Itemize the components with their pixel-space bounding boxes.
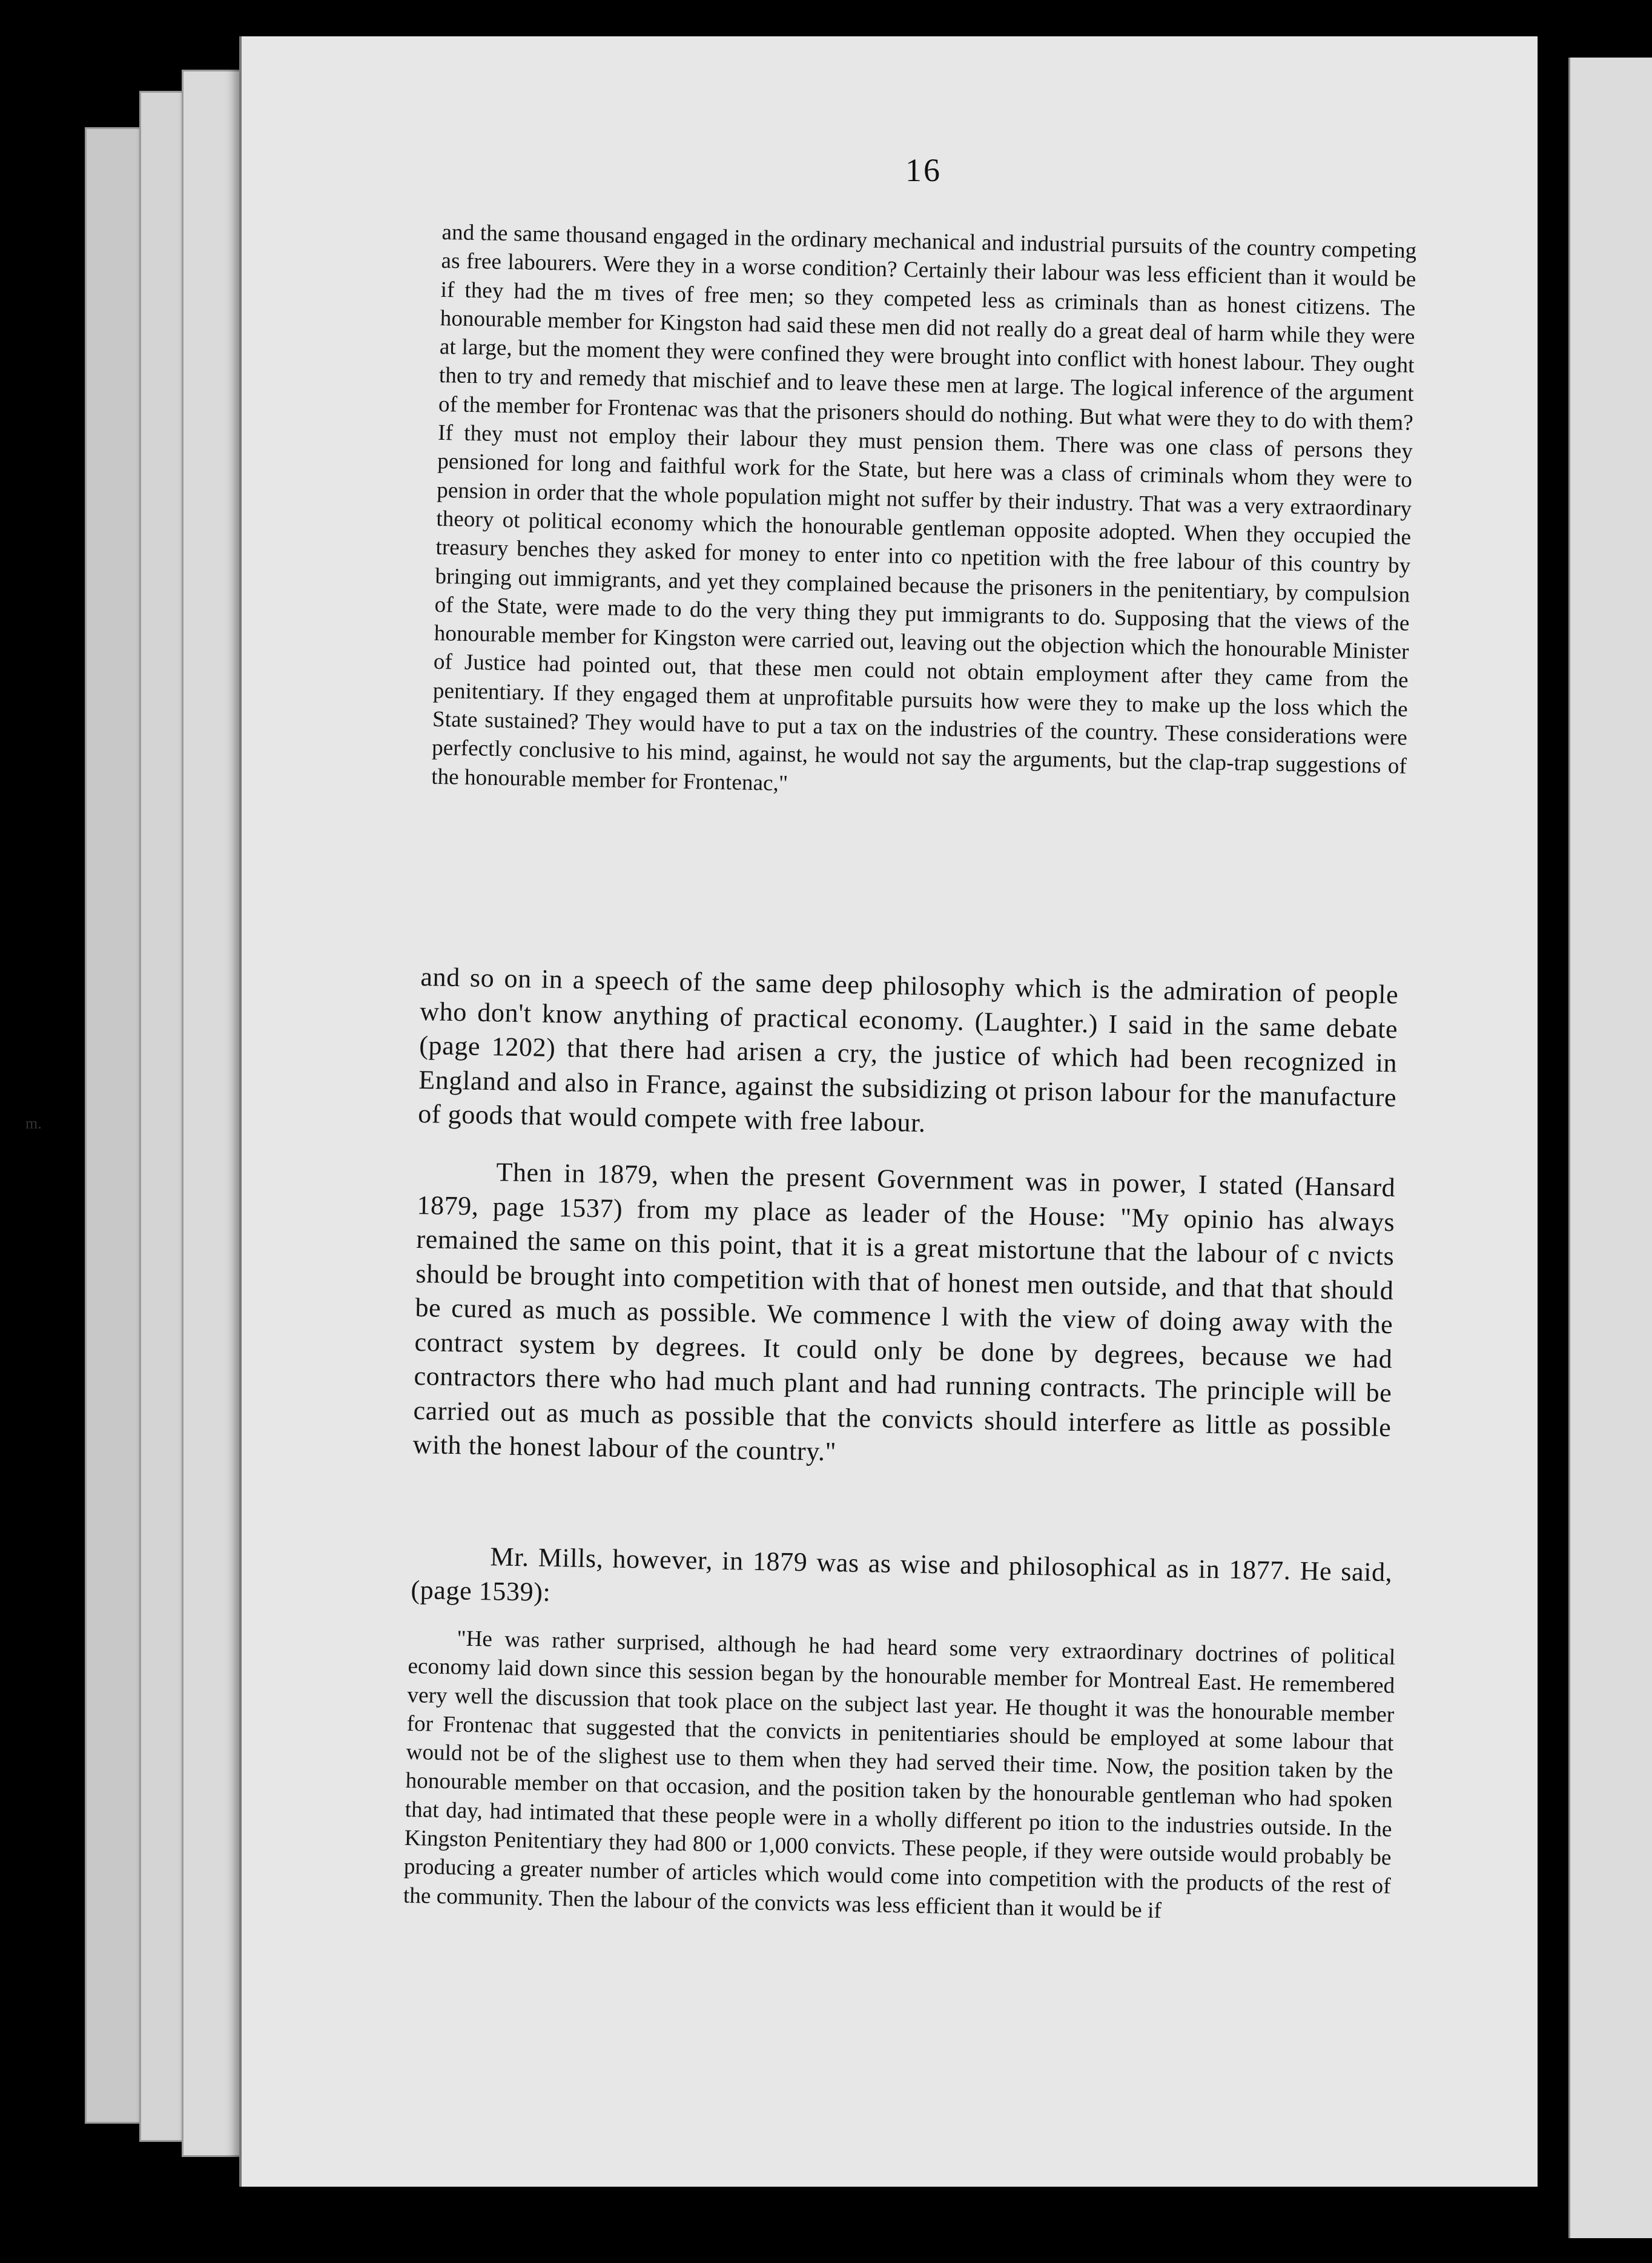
body-paragraph [418, 960, 1399, 1149]
body-text: and so on in a speech of the same deep philosophy which is the admiration of people who don't know anything of practical economy. (Laughter.) I said in the same debate (page 1202) that there had arisen a cry, the justice of which had been recognized in England and also in France, against the subsidizing ot prison labour for the manufacture of goods that would compete with free labour. [417, 961, 1399, 1138]
body-text: Mr. Mills, however, in 1879 was as wise and philosophical as in 1877. He said, (page 1539): [411, 1542, 1393, 1607]
quote-paragraph: "He was rather surprised, although he had heard some very extraordinary doctrines of political economy laid down since this session began by the honourable member for Montreal East. He remembered very well the discussion that took place on the subject last year. He thought it was the honourable member for Frontenac that suggested that the convicts in penitentiaries should be employed at some labour that would not be of the slighest use to them when they had served their time. Now, the position taken by the honourable member on that occasion, and the position taken by the honourable gentleman who had spoken that day, had intimated that these people were in a wholly different po ition to the industries outside. In the Kingston Penitentiary they had 800 or 1,000 convicts. These people, if they were outside would probably be producing a greater number of articles which would come into competition with the products of the rest of the community. Then the labour of the convicts was less efficient than it would be if [403, 1626, 1396, 1923]
body-paragraph [412, 1154, 1396, 1479]
facing-page-edge [1568, 58, 1652, 2238]
quoted-speech-block [403, 1623, 1396, 1930]
margin-mark: m. [25, 1115, 42, 1132]
quote-paragraph: and the same thousand engaged in the ordinary mechanical and industrial pursuits of the country competing as free labourers. Were they in a worse condition? Certainly their labour was less efficient than it would be if they had the m tives of free men; so they competed less as criminals than as honest citizens. The honourable member for Kingston had said these men did not really do a great deal of harm while they were at large, but the moment they were confined they were brought into conflict with honest labour. They ought then to try and remedy that mischief and to leave these men at large. The logical inference of the argument of the member for Frontenac was that the prisoners should do nothing. But what were they to do with them? If they must not employ their labour they must pension them. There was one class of persons they pensioned for long and faithful work for the State, but here was a class of criminals whom they were to pension in order that the whole population might not suffer by their industry. That was a very extraordinary theory ot political economy which the honourable gentleman opposite adopted. When they occupied the treasury benches they asked for money to enter into co npetition with the free labour of this country by bringing out immigrants, and yet they complained because the prisoners in the penitentiary, by compulsion of the State, were made to do the very thing they put immigrants to do. Supposing that the views of the honourable member for Kingston were carried out, leaving out the objection which the honourable Minister of Justice had pointed out, that these men could not obtain employment after they came from the penitentiary. If they engaged them at unprofitable pursuits how were they to make up the loss which the State sustained? They would have to put a tax on the industries of the country. These considerations were perfectly conclusive to his mind, against, he would not say the arguments, but the clap-trap suggestions of the honourable member for Frontenac," [431, 219, 1417, 796]
body-text: Then in 1879, when the present Government was in power, I stated (Hansard 1879, page 1537) from my place as leader of the House: "My opinio has always remained the same on this point, that it is a great mistortune that the labour of c nvicts should be brought into competition with that of honest men outside, and that that should be cured as much as possible. We commence l with the view of doing away with the contract system by degrees. It could only be done by degrees, because we had contractors there who had much plant and had running contracts. The principle will be carried out as much as possible that the convicts should interfere as little as possible with the honest labour of the country." [412, 1157, 1396, 1467]
quoted-speech-block [431, 218, 1417, 810]
page-number: 16 [905, 152, 942, 188]
